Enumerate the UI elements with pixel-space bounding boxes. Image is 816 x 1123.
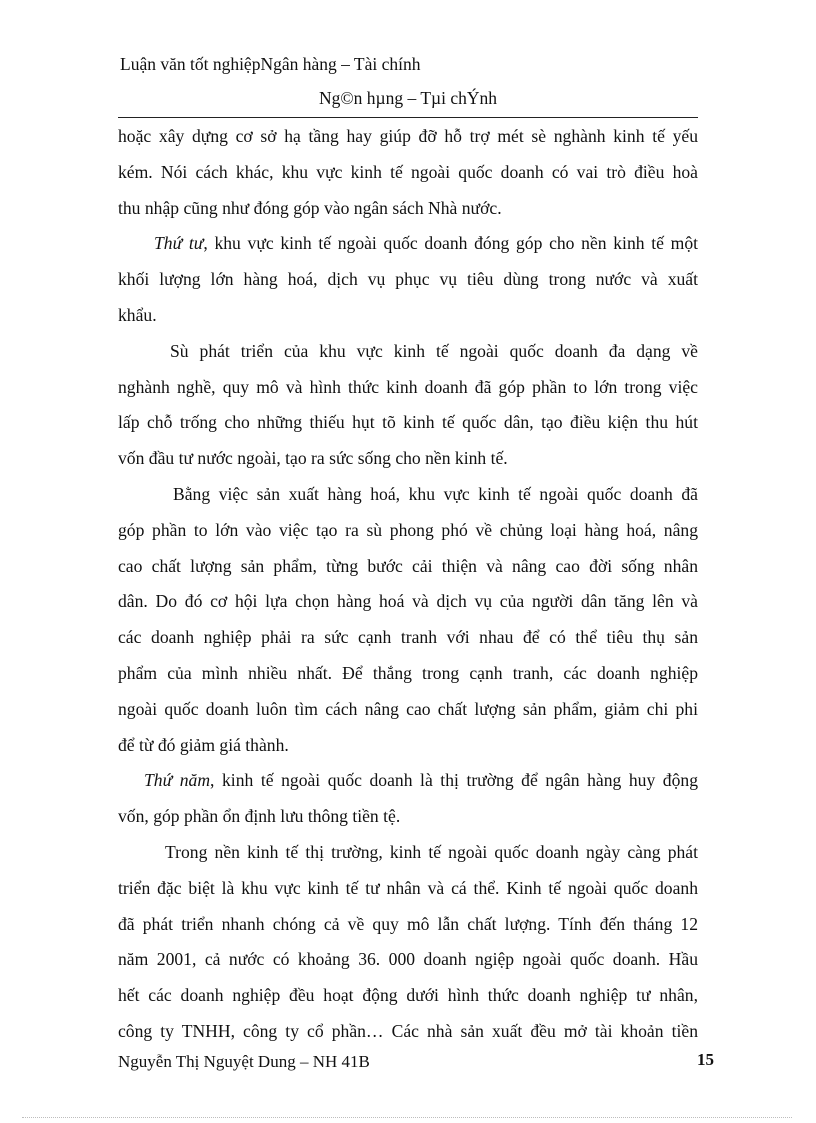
paragraph-line: hết các doanh nghiệp đều hoạt động dưới hình thức doanh nghiệp tư nhân, [118, 985, 698, 1006]
paragraph-line: kém. Nói cách khác, khu vực kinh tế ngoài quốc doanh có vai trò điều hoà [118, 161, 698, 182]
body-text [118, 119, 698, 1050]
paragraph-line: lấp chỗ trống cho những thiếu hụt tõ kinh tế quốc dân, tạo điều kiện thu hút [118, 412, 698, 433]
paragraph-line: góp phần to lớn vào việc tạo ra sù phong phó về chủng loại hàng hoá, nâng [118, 519, 698, 540]
paragraph-line: vốn đầu tư nước ngoài, tạo ra sức sống cho nền kinh tế. [118, 448, 508, 469]
paragraph-line [118, 226, 698, 262]
paragraph-line: đã phát triển nhanh chóng cả về quy mô lẫn chất lượng. Tính đến tháng 12 [118, 913, 698, 934]
paragraph-line: thu nhập cũng như đóng góp vào ngân sách Nhà nước. [118, 197, 502, 218]
paragraph-line: Sù phát triển của khu vực kinh tế ngoài quốc doanh đa dạng về [170, 340, 698, 361]
paragraph-lead: Thứ năm [144, 770, 211, 791]
paragraph-line: năm 2001, cả nước có khoảng 36. 000 doanh ngiệp ngoài quốc doanh. Hầu [118, 949, 698, 970]
paragraph-line: Bằng việc sản xuất hàng hoá, khu vực kinh tế ngoài quốc doanh đã [173, 483, 698, 504]
header-thesis-title: Luận văn tốt nghiệpNgân hàng – Tài chính [120, 54, 421, 74]
paragraph-line: để từ đó giảm giá thành. [118, 734, 289, 755]
paragraph-line [118, 763, 698, 799]
paragraph-line: khẩu. [118, 304, 157, 325]
paragraph-line: nghành nghề, quy mô và hình thức kinh doanh đã góp phần to lớn trong việc [118, 376, 698, 397]
header-divider [118, 117, 698, 118]
paragraph-line: phẩm của mình nhiều nhất. Để thắng trong cạnh tranh, các doanh nghiệp [118, 662, 698, 683]
page-bottom-dotted-edge [22, 1117, 792, 1118]
paragraph-line: công ty TNHH, công ty cổ phần… Các nhà sản xuất đều mở tài khoản tiền [118, 1020, 698, 1041]
paragraph-line: triển đặc biệt là khu vực kinh tế tư nhân và cá thể. Kinh tế ngoài quốc doanh [118, 877, 698, 898]
header-subject-title: Ng©n hµng – Tµi chÝnh [319, 88, 497, 108]
paragraph-line: ngoài quốc doanh luôn tìm cách nâng cao chất lượng sản phẩm, giảm chi phi [118, 698, 698, 719]
page-number: 15 [697, 1050, 714, 1069]
footer-author: Nguyễn Thị Nguyệt Dung – NH 41B [118, 1052, 370, 1071]
paragraph-line: hoặc xây dựng cơ sở hạ tầng hay giúp đỡ hỗ trợ mét sè nghành kinh tế yếu [118, 126, 698, 146]
paragraph-line: cao chất lượng sản phẩm, từng bước cải thiện và nâng cao đời sống nhân [118, 555, 698, 576]
paragraph-line: dân. Do đó cơ hội lựa chọn hàng hoá và dịch vụ của người dân tăng lên và [118, 591, 698, 612]
paragraph-line: khối lượng lớn hàng hoá, dịch vụ phục vụ tiêu dùng trong nước và xuất [118, 269, 698, 290]
paragraph-line-text: , kinh tế ngoài quốc doanh là thị trường để ngân hàng huy động [210, 770, 698, 791]
paragraph-line: vốn, góp phần ổn định lưu thông tiền tệ. [118, 806, 401, 827]
paragraph-line: các doanh nghiệp phải ra sức cạnh tranh với nhau để có thể tiêu thụ sản [118, 627, 698, 648]
paragraph-lead: Thứ tư [154, 233, 204, 254]
paragraph-line-text: , khu vực kinh tế ngoài quốc doanh đóng góp cho nền kinh tế một [203, 233, 698, 254]
paragraph-line: Trong nền kinh tế thị trường, kinh tế ngoài quốc doanh ngày càng phát [165, 841, 698, 862]
